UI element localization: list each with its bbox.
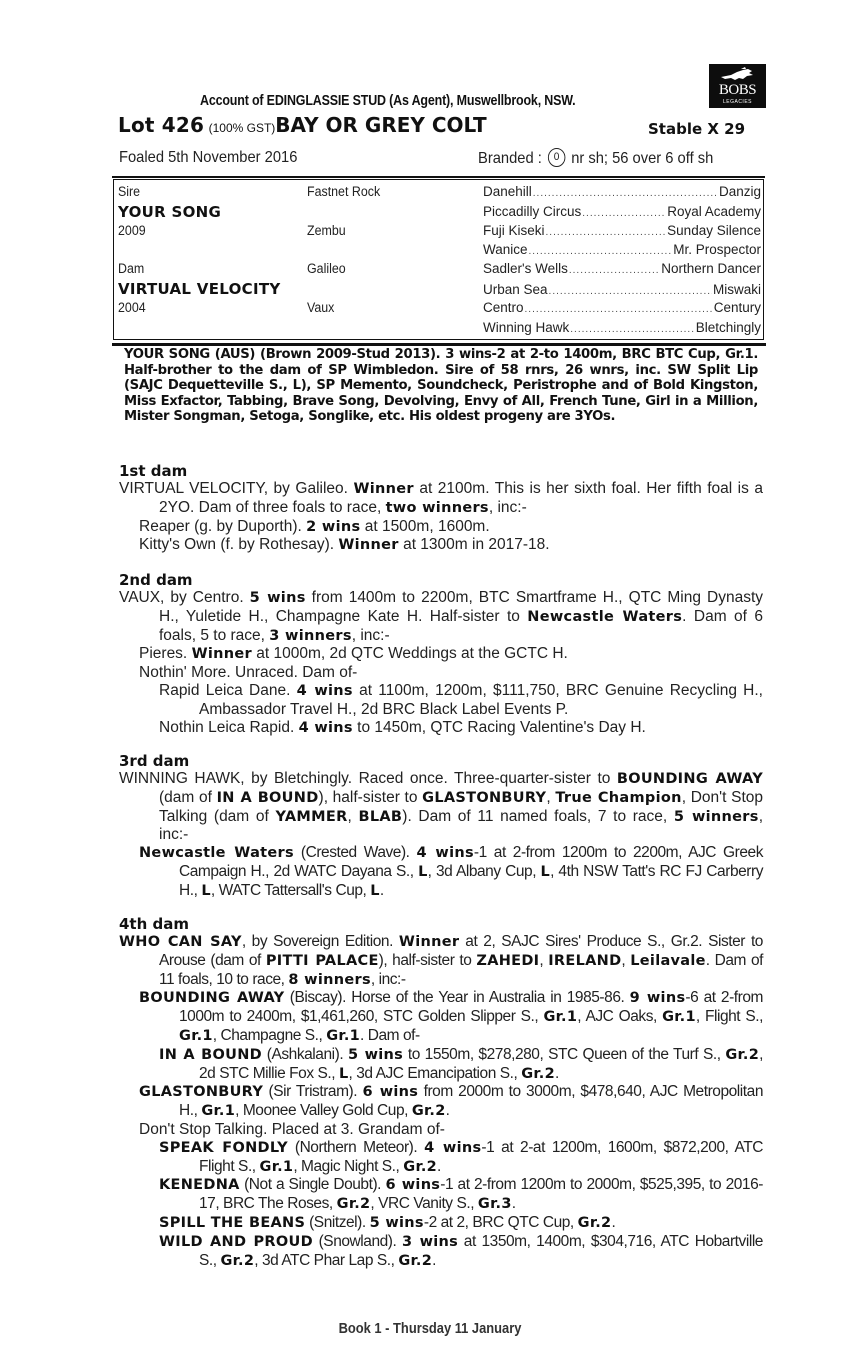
bold-text: 2 wins [306, 518, 361, 535]
bold-text: Gr.1 [326, 1027, 361, 1044]
bold-text: Gr.2 [725, 1046, 760, 1063]
text: , AJC Oaks, [577, 1008, 663, 1026]
leader-dots [569, 265, 660, 276]
gg-left: Danehill [483, 184, 532, 199]
gg-left: Wanice [483, 242, 528, 257]
bobs-logo [709, 64, 766, 108]
divider [112, 343, 766, 346]
dam-sire: Galileo [307, 261, 346, 276]
text: , Magic Night S., [293, 1157, 404, 1175]
great-grandparent-row [483, 184, 761, 203]
brand-mark-icon: 0 [548, 148, 565, 167]
divider [112, 176, 765, 178]
text: to 1450m, QTC Racing Valentine's Day H. [352, 718, 646, 736]
great-grandparent-row [483, 242, 761, 261]
dam-year: 2004 [118, 300, 146, 315]
gg-right: Century [713, 300, 761, 315]
progeny-entry [119, 1176, 763, 1214]
sire-dam: Zembu [307, 223, 346, 238]
gg-left: Sadler's Wells [483, 261, 568, 276]
sire-label: Sire [118, 184, 141, 199]
horse-rider-icon [719, 67, 757, 83]
bold-text: SPILL THE BEANS [159, 1214, 306, 1231]
text: , 3d AJC Emancipation S., [348, 1064, 522, 1082]
pedigree-table [113, 179, 764, 340]
dam-paragraph [119, 933, 763, 989]
bold-text: 5 wins [347, 1046, 404, 1063]
bold-text: YAMMER [275, 808, 348, 825]
leader-dots [570, 324, 694, 335]
section-title: 3rd dam [119, 752, 190, 770]
text: , Champagne S., [212, 1026, 327, 1044]
bold-text: 4 wins [416, 845, 474, 862]
bold-text: 6 wins [362, 1084, 419, 1101]
leader-dots [549, 286, 712, 297]
text: (Snowland). [312, 1232, 403, 1250]
great-grandparent-row [483, 282, 761, 301]
bold-text: BOUNDING AWAY [616, 771, 763, 787]
sire-sire: Fastnet Rock [307, 184, 381, 199]
bold-text: L [338, 1065, 349, 1082]
bold-text: PITTI PALACE [265, 952, 379, 969]
text: , inc:- [351, 626, 390, 644]
text: at 1350m, 1400m, $304,716, ATC Hobartville S., [199, 1232, 763, 1269]
third-dam-section [119, 753, 763, 901]
text: . [379, 881, 384, 899]
text: . [511, 1195, 516, 1213]
progeny-entry [119, 1083, 763, 1121]
dam-label: Dam [118, 261, 145, 276]
text: (Northern Meteor). [287, 1138, 425, 1156]
horse-description: BAY OR GREY COLT [275, 113, 487, 137]
text: . [432, 1251, 436, 1269]
sire-year: 2009 [118, 223, 146, 238]
sire-name: YOUR SONG [118, 203, 222, 221]
stable-number: Stable X 29 [648, 120, 746, 138]
bold-text: True Champion [555, 789, 682, 806]
bold-text: KENEDNA [159, 1177, 240, 1194]
dam-paragraph [119, 589, 763, 645]
text: . [445, 1102, 450, 1120]
text: , 3d Albany Cup, [427, 862, 541, 880]
text: , inc:- [370, 970, 406, 988]
gg-right: Bletchingly [695, 320, 761, 335]
text: . [437, 1157, 441, 1175]
text: , [546, 788, 556, 806]
bold-text: two winners [385, 499, 489, 516]
branding [478, 148, 713, 168]
progeny-entry [119, 682, 763, 719]
bold-text: Gr.2 [521, 1065, 555, 1082]
text: VIRTUAL VELOCITY, by Galileo. [119, 480, 354, 497]
text: -6 at 2-from 1000m to 2400m, $1,461,260, STC Golden Slipper S., [179, 989, 764, 1026]
progeny-entry [119, 1121, 763, 1139]
text: at 2100m. This is her sixth foal. Her fifth foal is a 2YO. Dam of three foals to race, [159, 480, 763, 516]
bold-text: L [418, 863, 428, 880]
first-dam-section [119, 463, 763, 555]
text: at 1100m, 1200m, $111,750, BRC Genuine Recycling H., Ambassador Travel H., 2d BRC Black Label Events P. [199, 681, 763, 718]
text: from 1400m to 2200m, BTC Smartframe H., QTC Ming Dynasty H., Yuletide H., Champagne Kate H. Half-sister to [159, 589, 764, 625]
bold-text: 5 wins [369, 1214, 424, 1231]
gg-left: Piccadilly Circus [483, 204, 582, 219]
text: -2 at 2, BRC QTC Cup, [423, 1213, 578, 1231]
progeny-entry [119, 1233, 763, 1271]
bold-text: Gr.1 [179, 1027, 213, 1044]
text: . [555, 1064, 559, 1082]
text: -1 at 2-from 1200m to 2000m, $525,395, to 2016-17, BRC The Roses, [199, 1176, 763, 1213]
dam-name: VIRTUAL VELOCITY [118, 280, 281, 298]
text: , [539, 951, 549, 969]
text: (Ashkalani). [261, 1045, 348, 1063]
lot-heading [118, 113, 487, 137]
branded-detail: nr sh; 56 over 6 off sh [571, 150, 714, 167]
text: Rapid Leica Dane. [159, 681, 297, 699]
text: (dam of [159, 788, 217, 806]
fourth-dam-section [119, 916, 763, 1270]
bold-text: Gr.2 [220, 1252, 255, 1269]
dam-paragraph [119, 770, 763, 844]
text: (Not a Single Doubt). [239, 1176, 386, 1194]
leader-dots [533, 188, 718, 199]
bold-text: 3 wins [402, 1233, 459, 1250]
text: . Dam of- [360, 1026, 420, 1044]
text: Pieres. [139, 645, 192, 663]
bold-text: 5 winners [673, 808, 759, 825]
bold-text: GLASTONBURY [139, 1084, 264, 1101]
gg-left: Fuji Kiseki [483, 223, 545, 238]
great-grandparent-row [483, 300, 761, 319]
leader-dots [582, 208, 666, 219]
progeny-entry [119, 518, 763, 537]
gg-right: Miswaki [712, 282, 761, 297]
gg-right: Mr. Prospector [673, 242, 761, 257]
bold-text: Gr.1 [662, 1009, 696, 1026]
bold-text: 3 winners [269, 627, 352, 644]
gg-left: Centro [483, 300, 524, 315]
bold-text: IN A BOUND [216, 789, 319, 806]
bold-text: Gr.1 [543, 1009, 578, 1026]
text: , 4th NSW Tatt's RC FJ Carberry H., [179, 862, 764, 899]
text: WINNING HAWK, by Bletchingly. Raced once. Three-quarter-sister to [119, 770, 617, 787]
bold-text: Winner [191, 646, 252, 663]
bold-text: 4 wins [424, 1139, 482, 1156]
gg-right: Danzig [718, 184, 761, 199]
bold-text: Newcastle Waters [139, 845, 294, 862]
text: at 2, SAJC Sires' Produce S., Gr.2. Sister to Arouse (dam of [159, 933, 763, 969]
gst-note: (100% GST) [208, 121, 276, 135]
gg-right: Royal Academy [667, 204, 761, 219]
section-title: 4th dam [119, 915, 189, 933]
bold-text: 8 winners [288, 971, 371, 988]
text: , 2d STC Millie Fox S., [199, 1045, 763, 1082]
text: . Dam of 11 foals, 10 to race, [159, 951, 763, 988]
text: , Flight S., [695, 1008, 763, 1026]
great-grandparent-row [483, 261, 761, 280]
text: Nothin Leica Rapid. [159, 718, 299, 736]
bold-text: 6 wins [385, 1177, 441, 1194]
bold-text: 9 wins [629, 990, 686, 1007]
text: at 1000m, 2d QTC Weddings at the GCTC H. [251, 645, 568, 663]
bold-text: Gr.3 [477, 1196, 512, 1213]
text: -1 at 2-at 1200m, 1600m, $872,200, ATC Flight S., [199, 1138, 763, 1175]
second-dam-section [119, 572, 763, 737]
leader-dots [546, 227, 667, 238]
bold-text: WHO CAN SAY [119, 934, 242, 950]
bold-text: 4 wins [298, 719, 353, 736]
bold-text: GLASTONBURY [422, 789, 547, 806]
logo-text: BOBS [718, 82, 757, 98]
text: , by Sovereign Edition. [241, 933, 399, 950]
bold-text: 4 wins [296, 682, 353, 699]
text: , [621, 951, 631, 969]
gg-left: Winning Hawk [483, 320, 570, 335]
text: at 1300m in 2017-18. [398, 536, 550, 554]
progeny-entry [119, 1139, 763, 1177]
logo-subtext: LEGACIES [722, 99, 752, 105]
text: (Crested Wave). [293, 844, 417, 862]
great-grandparent-row [483, 204, 761, 223]
text: -1 at 2-from 1200m to 2200m, AJC Greek Campaign H., 2d WATC Dayana S., [179, 844, 763, 880]
progeny-entry [119, 1046, 763, 1084]
text: , inc:- [488, 498, 527, 516]
leader-dots [525, 304, 713, 315]
text: Nothin' More. Unraced. Dam of- [139, 664, 358, 682]
text: ), half-sister to [318, 788, 423, 806]
bold-text: Leilavale [630, 952, 706, 969]
bold-text: Gr.2 [403, 1158, 438, 1175]
branded-label: Branded : [478, 150, 542, 167]
text: ), half-sister to [378, 951, 477, 969]
text: , Moonee Valley Gold Cup, [235, 1102, 412, 1120]
text: Kitty's Own (f. by Rothesay). [139, 536, 339, 554]
dam-dam: Vaux [307, 300, 335, 315]
text: Don't Stop Talking. Placed at 3. Grandam of- [139, 1120, 445, 1138]
text: , VRC Vanity S., [370, 1195, 478, 1213]
text: (Biscay). Horse of the Year in Australia in 1985-86. [284, 989, 630, 1007]
great-grandparent-row [483, 223, 761, 242]
progeny-entry [119, 719, 763, 738]
great-grandparent-row [483, 320, 761, 339]
progeny-entry [119, 536, 763, 555]
dam-paragraph [119, 480, 763, 518]
text: , WATC Tattersall's Cup, [210, 881, 371, 899]
bold-text: WILD AND PROUD [159, 1233, 313, 1250]
text: Reaper (g. by Duporth). [139, 517, 307, 535]
bold-text: BOUNDING AWAY [139, 990, 285, 1007]
bold-text: Winner [353, 481, 414, 497]
lot-number: Lot 426 [118, 113, 205, 137]
text: , [347, 807, 359, 825]
vendor-account: Account of EDINGLASSIE STUD (As Agent), Muswellbrook, NSW. [200, 93, 576, 109]
bold-text: L [370, 882, 380, 899]
gg-left: Urban Sea [483, 282, 548, 297]
bold-text: 5 wins [249, 590, 306, 606]
leader-dots [529, 246, 673, 257]
section-title: 1st dam [119, 462, 188, 480]
bold-text: Gr.2 [411, 1103, 446, 1120]
text: , inc:- [159, 807, 763, 844]
bold-text: SPEAK FONDLY [159, 1139, 288, 1156]
progeny-entry [119, 664, 763, 682]
bold-text: Gr.2 [398, 1252, 433, 1269]
bold-text: Winner [398, 934, 460, 950]
bold-text: Gr.1 [201, 1103, 236, 1120]
bold-text: Gr.1 [259, 1158, 294, 1175]
text: to 1550m, $278,280, STC Queen of the Turf S., [403, 1045, 726, 1063]
gg-right: Northern Dancer [661, 261, 761, 276]
bold-text: Winner [338, 537, 399, 554]
progeny-entry [119, 989, 763, 1045]
progeny-entry [119, 844, 763, 900]
sire-summary: YOUR SONG (AUS) (Brown 2009-Stud 2013). 3 wins-2 at 2-to 1400m, BRC BTC Cup, Gr.1. Half-brother to the dam of SP Wimbledon. Sire of 58 rnrs, 26 wnrs, inc. SW Split Lip (SAJC Dequetteville S., L), SP Memento, Soundcheck, Peristrophe and of Bold Kingston, Miss Exfactor, Tabbing, Brave Song, Devolving, Envy of All, French Tune, Girl in a Million, Mister Songman, Setoga, Songlike, etc. His oldest progeny are 3YOs. [124, 347, 758, 424]
text: from 2000m to 3000m, $478,640, AJC Metropolitan H., [179, 1083, 763, 1120]
text: , 3d ATC Phar Lap S., [254, 1251, 399, 1269]
text: . [611, 1213, 616, 1231]
bold-text: IN A BOUND [159, 1046, 262, 1063]
text: (Snitzel). [305, 1213, 370, 1231]
foaled-date: Foaled 5th November 2016 [119, 149, 298, 166]
section-title: 2nd dam [119, 571, 193, 589]
bold-text: IRELAND [548, 952, 622, 969]
text: . Dam of 6 foals, 5 to race, [159, 607, 763, 644]
bold-text: Gr.2 [577, 1214, 612, 1231]
text: , Don't Stop Talking (dam of [159, 788, 763, 825]
bold-text: Newcastle Waters [527, 608, 683, 625]
bold-text: BLAB [358, 808, 403, 825]
bold-text: L [201, 882, 211, 899]
text: ). Dam of 11 named foals, 7 to race, [402, 807, 674, 825]
text: VAUX, by Centro. [119, 589, 250, 606]
progeny-entry [119, 645, 763, 664]
page-footer: Book 1 - Thursday 11 January [338, 1320, 522, 1337]
bold-text: ZAHEDI [476, 952, 540, 969]
gg-right: Sunday Silence [667, 223, 761, 238]
bold-text: Gr.2 [336, 1196, 371, 1213]
text: (Sir Tristram). [263, 1083, 363, 1101]
progeny-entry [119, 1214, 763, 1233]
bold-text: L [540, 863, 551, 880]
text: at 1500m, 1600m. [360, 517, 490, 535]
